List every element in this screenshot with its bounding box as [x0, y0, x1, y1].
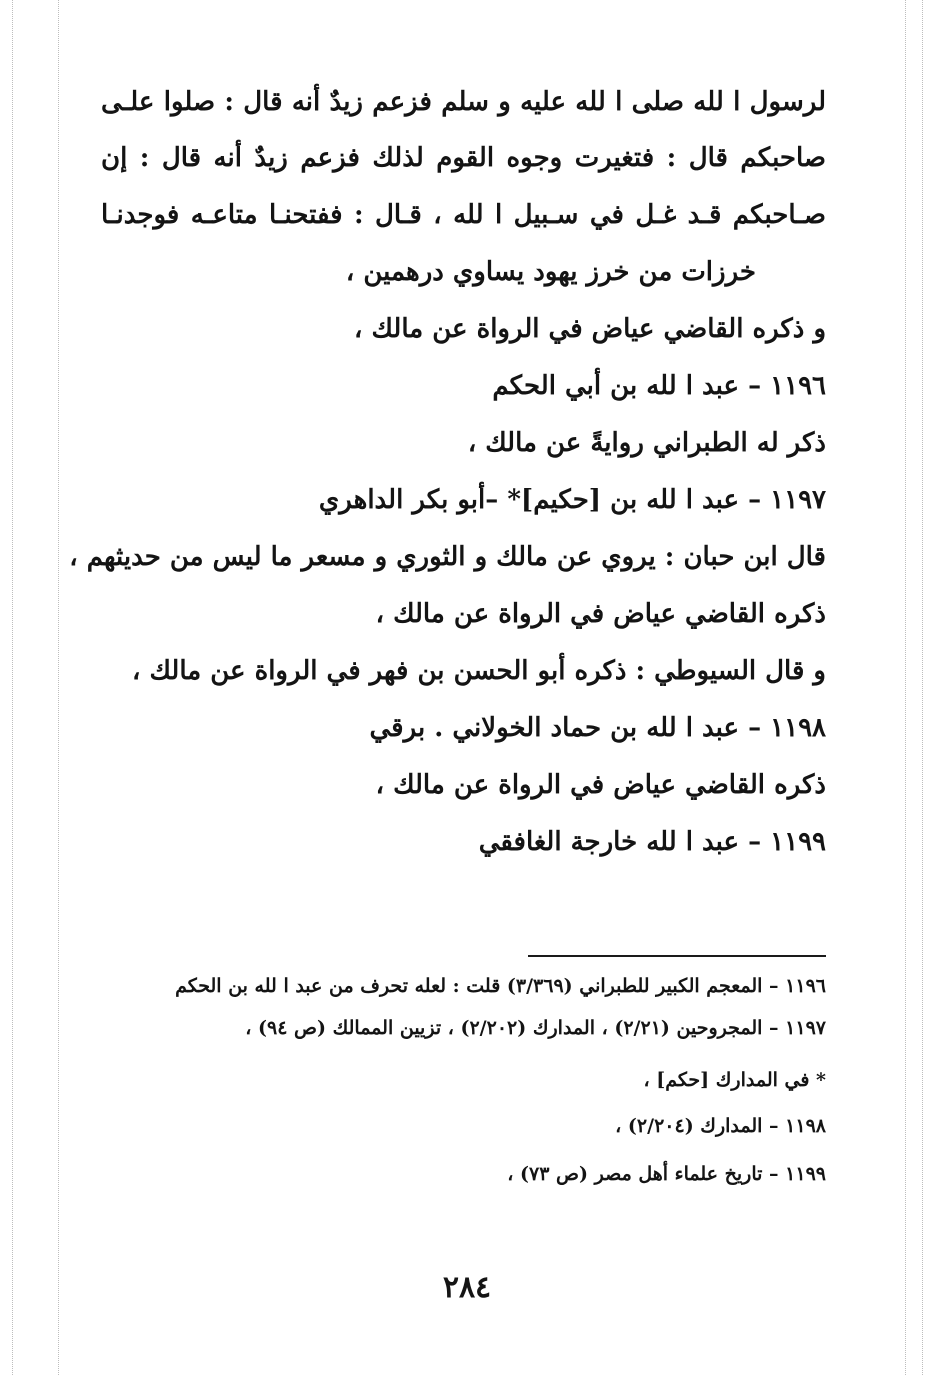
scan-guide-line [922, 0, 923, 1375]
text-line: قال ابن حبان : يروي عن مالك و الثوري و مسعر ما ليس من حديثهم ، [69, 542, 826, 572]
scan-guide-line [12, 0, 13, 1375]
footnote-asterisk: * في المدارك [حكم] ، [643, 1069, 826, 1091]
footnote-1198: ١١٩٨ – المدارك (٢/٢٠٤) ، [615, 1115, 826, 1137]
footnote-1196: ١١٩٦ – المعجم الكبير للطبراني (٣/٣٦٩) قلت : لعله تحرف من عبد ا لله بن الحكم [175, 975, 826, 997]
entry-heading-1196: ١١٩٦ – عبد ا لله بن أبي الحكم [492, 371, 826, 401]
text-line: صاحبكم قال : فتغيرت وجوه القوم لذلك فزعم زيدٌ أنه قال : إن [101, 143, 826, 173]
text-line: لرسول ا لله صلى ا لله عليه و سلم فزعم زيدٌ أنه قال : صلوا علـى [101, 87, 826, 117]
text-line: ذكر له الطبراني روايةً عن مالك ، [467, 428, 826, 458]
scan-guide-line [58, 0, 59, 1375]
text-line: صـاحبكم قـد غـل في سـبيل ا لله ، قـال : ففتحنـا متاعـه فوجدنـا [101, 200, 826, 230]
entry-heading-1198: ١١٩٨ – عبد ا لله بن حماد الخولاني . برقي [369, 713, 826, 743]
page-number: ٢٨٤ [442, 1270, 492, 1305]
entry-heading-1197: ١١٩٧ – عبد ا لله بن [حكيم]* –أبو بكر الداهري [318, 485, 826, 515]
footnote-1199: ١١٩٩ – تاريخ علماء أهل مصر (ص ٧٣) ، [507, 1163, 826, 1185]
text-line: و ذكره القاضي عياض في الرواة عن مالك ، [354, 314, 826, 344]
text-line: خرزات من خرز يهود يساوي درهمين ، [345, 257, 756, 287]
text-line: و قال السيوطي : ذكره أبو الحسن بن فهر في الرواة عن مالك ، [132, 656, 826, 686]
text-line: ذكره القاضي عياض في الرواة عن مالك ، [375, 770, 826, 800]
entry-heading-1199: ١١٩٩ – عبد ا لله خارجة الغافقي [478, 827, 826, 857]
footnote-separator [528, 955, 826, 957]
text-line: ذكره القاضي عياض في الرواة عن مالك ، [375, 599, 826, 629]
footnote-1197: ١١٩٧ – المجروحين (٢/٢١) ، المدارك (٢/٢٠٢) ، تزيين الممالك (ص ٩٤) ، [245, 1017, 826, 1039]
scan-guide-line [905, 0, 906, 1375]
